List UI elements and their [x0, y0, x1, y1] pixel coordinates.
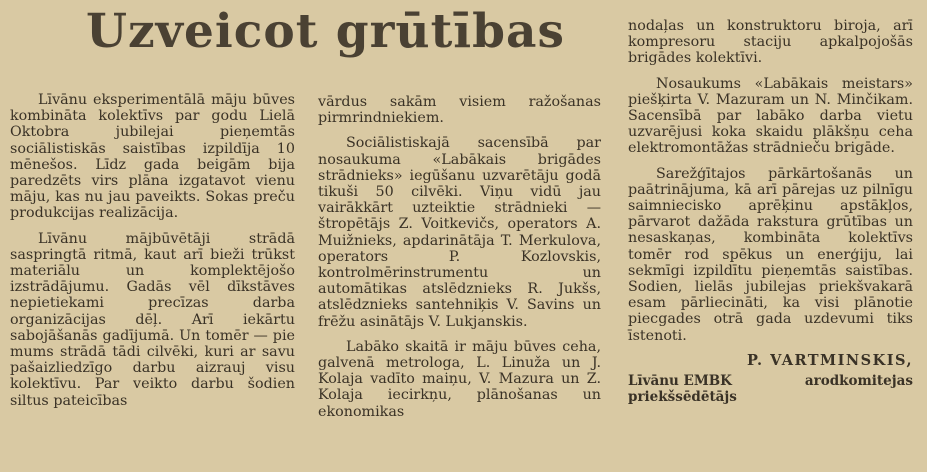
paragraph: Sarežģītajos pārkārtošanās un paātrinājuma, kā arī pārejas uz pilnīgu saimniecisko aprēķinu apstākļos, pārvarot dažāda rakstura grūtības un nesaskaņas, kombināta kolektīvs tomēr rod spēkus un enerģiju, lai sekmīgi izpildītu pieņemtās saistības. Sodien, lielās jubilejas priekšvakarā esam pārliecināti, ka visi plānotie piecgades otrā gada uzdevumi tiks īstenoti.	[628, 165, 913, 344]
paragraph: vārdus sakām visiem ražošanas pirmrindniekiem.	[318, 94, 601, 127]
paragraph: Labāko skaitā ir māju būves ceha, galvenā metrologa, L. Linuža un J. Kolaja vadīto maiņu, V. Mazura un Z. Kolaja iecirkņu, plānošanas un ekonomikas	[318, 338, 601, 420]
article-column-2	[318, 94, 601, 429]
paragraph: Līvānu mājbūvētāji strādā saspringtā ritmā, kaut arī bieži trūkst materiālu un komplektējošo izstrādājumu. Gadās vēl dīkstāves nepietiekami precīzas darba organizācijas dēļ. Arī iekārtu sabojāšanās gadījumā. Un tomēr — pie mums strādā tādi cilvēki, kuri ar savu pašaizliedzīgo darbu aizrauj visu kolektīvu. Par veikto darbu šodien siltus pateicības	[10, 230, 295, 409]
article-column-1	[10, 92, 295, 418]
paragraph: Sociālistiskajā sacensībā par nosaukuma «Labākais brigādes strādnieks» iegūšanu uzvarētāju godā tikuši 50 cilvēki. Viņu vidū jau vairākkārt uzteiktie strādnieki — štropētājs Z. Voitkevičs, operators A. Muižnieks, apdarinātāja T. Merkulova, operators P. Kozlovskis, kontrolmērinstrumentu un automātikas atslēdznieks R. Jukšs, atslēdznieks santehniķis V. Savins un frēžu asinātājs V. Lukjanskis.	[318, 135, 601, 330]
author-committee: arodkomitejas	[804, 373, 913, 390]
author-name: P. VARTMINSKIS,	[746, 351, 913, 369]
paragraph: Nosaukums «Labākais meistars» piešķirta V. Mazuram un N. Minčikam. Sacensībā par labāko darba vietu uzvarējusi koka skaidu plākšņu ceha elektromontāžas strādnieču brigāde.	[628, 75, 913, 157]
paragraph: nodaļas un konstruktoru biroja, arī kompresoru staciju apkalpojošās brigādes kolektīvi.	[628, 18, 913, 67]
article-column-3	[628, 18, 913, 405]
author-position: priekšsēdētājs	[628, 389, 737, 406]
author-org: Līvānu EMBK	[628, 373, 732, 390]
article-headline: Uzveicot grūtības	[86, 4, 565, 59]
paragraph: Līvānu eksperimentālā māju būves kombināta kolektīvs par godu Lielā Oktobra jubilejai pieņemtās sociālistiskās saistības izpildīja 10 mēnešos. Līdz gada beigām bija paredzēts virs plāna izgatavot vienu māju, kas nu jau paveikts. Sokas preču produkcijas realizācija.	[10, 92, 295, 222]
author-title-row	[628, 373, 913, 389]
